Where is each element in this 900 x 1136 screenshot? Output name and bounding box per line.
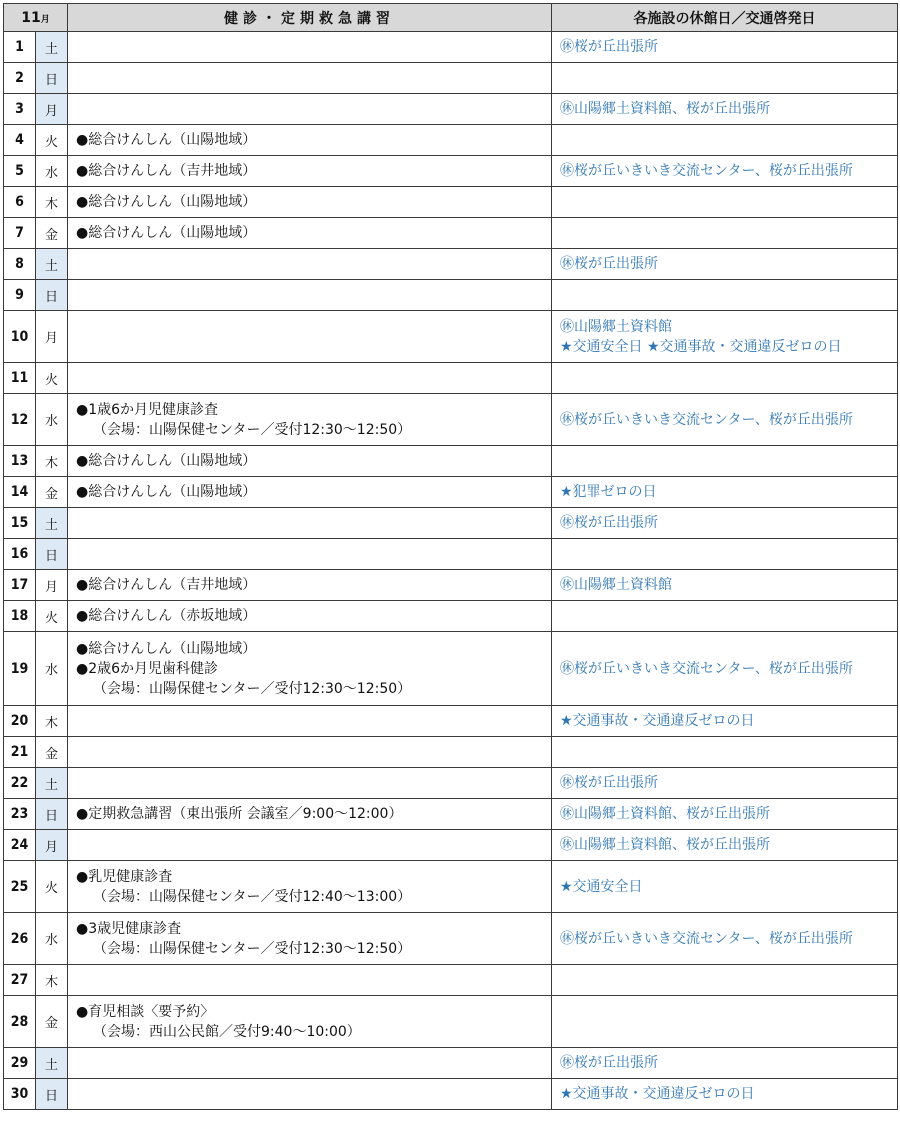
- event-item: ●2歳6か月児歯科健診: [76, 660, 219, 677]
- day-number: 27: [4, 965, 36, 996]
- day-number: 30: [4, 1079, 36, 1110]
- facility-notice: ★交通安全日 ★交通事故・交通違反ゼロの日: [560, 338, 842, 355]
- event-item: ●総合けんしん（山陽地域）: [76, 194, 257, 210]
- weekday-label: 土: [36, 508, 68, 539]
- events-cell: [68, 570, 552, 601]
- facility-notice: ★交通事故・交通違反ゼロの日: [560, 713, 755, 729]
- day-number: 10: [4, 311, 36, 363]
- events-column-header: [68, 4, 552, 32]
- calendar-row: [4, 539, 898, 570]
- event-venue-detail: （会場：山陽保健センター／受付12:30～12:50）: [93, 680, 412, 697]
- facility-notice-cell: [552, 570, 898, 601]
- weekday-label: 月: [36, 311, 68, 363]
- calendar-row: [4, 280, 898, 311]
- day-number: 5: [4, 156, 36, 187]
- facility-notice-cell: [552, 913, 898, 965]
- weekday-label: 火: [36, 861, 68, 913]
- weekday-label: 木: [36, 446, 68, 477]
- events-cell: [68, 446, 552, 477]
- event-item: ●総合けんしん（山陽地域）: [76, 225, 257, 241]
- calendar-row: [4, 446, 898, 477]
- facility-notice-cell: [552, 280, 898, 311]
- event-item: ●総合けんしん（赤坂地域）: [76, 608, 257, 624]
- calendar-row: [4, 394, 898, 446]
- weekday-label: 日: [36, 280, 68, 311]
- events-cell: [68, 156, 552, 187]
- weekday-label: 金: [36, 218, 68, 249]
- events-cell: [68, 477, 552, 508]
- event-item: ●定期救急講習（東出張所 会議室／9:00～12:00）: [76, 806, 403, 822]
- events-cell: [68, 218, 552, 249]
- facility-notice-cell: [552, 601, 898, 632]
- facility-notice-cell: [552, 965, 898, 996]
- events-cell: [68, 63, 552, 94]
- day-number: 24: [4, 830, 36, 861]
- events-cell: [68, 965, 552, 996]
- calendar-row: [4, 311, 898, 363]
- day-number: 9: [4, 280, 36, 311]
- calendar-row: [4, 508, 898, 539]
- calendar-row: [4, 570, 898, 601]
- day-number: 28: [4, 996, 36, 1048]
- weekday-label: 火: [36, 125, 68, 156]
- events-cell: [68, 280, 552, 311]
- facility-notice: ㊡桜が丘いきいき交流センター、桜が丘出張所: [560, 411, 853, 428]
- events-cell: [68, 861, 552, 913]
- events-cell: [68, 768, 552, 799]
- event-item: ●総合けんしん（吉井地域）: [76, 163, 257, 179]
- event-item: ●総合けんしん（山陽地域）: [76, 640, 257, 657]
- facility-notice: ★犯罪ゼロの日: [560, 484, 657, 500]
- events-cell: [68, 249, 552, 280]
- weekday-label: 日: [36, 1079, 68, 1110]
- event-item: ●1歳6か月児健康診査: [76, 401, 219, 418]
- day-number: 23: [4, 799, 36, 830]
- calendar-row: [4, 830, 898, 861]
- events-cell: [68, 1079, 552, 1110]
- weekday-label: 土: [36, 768, 68, 799]
- facility-notice-cell: [552, 1079, 898, 1110]
- calendar-row: [4, 477, 898, 508]
- calendar-row: [4, 965, 898, 996]
- day-number: 18: [4, 601, 36, 632]
- calendar-row: [4, 601, 898, 632]
- event-item: ●総合けんしん（山陽地域）: [76, 453, 257, 469]
- facility-notice-cell: [552, 218, 898, 249]
- month-unit: 月: [40, 14, 50, 25]
- weekday-label: 火: [36, 601, 68, 632]
- day-number: 6: [4, 187, 36, 218]
- facility-notice-cell: [552, 32, 898, 63]
- day-number: 29: [4, 1048, 36, 1079]
- day-number: 25: [4, 861, 36, 913]
- facility-notice: ㊡山陽郷土資料館、桜が丘出張所: [560, 837, 770, 853]
- events-cell: [68, 125, 552, 156]
- event-venue-detail: （会場：山陽保健センター／受付12:30～12:50）: [93, 421, 412, 438]
- day-number: 7: [4, 218, 36, 249]
- facility-notice: ㊡桜が丘いきいき交流センター、桜が丘出張所: [560, 660, 853, 677]
- day-number: 14: [4, 477, 36, 508]
- facility-notice-cell: [552, 394, 898, 446]
- day-number: 13: [4, 446, 36, 477]
- events-column-title: 健診・定期救急講習: [224, 10, 395, 27]
- day-number: 2: [4, 63, 36, 94]
- facility-notice: ㊡桜が丘いきいき交流センター、桜が丘出張所: [560, 930, 853, 947]
- event-item: ●乳児健康診査: [76, 868, 173, 885]
- day-number: 26: [4, 913, 36, 965]
- facility-notice-cell: [552, 996, 898, 1048]
- day-number: 16: [4, 539, 36, 570]
- events-cell: [68, 632, 552, 706]
- weekday-label: 木: [36, 706, 68, 737]
- facility-notice-cell: [552, 830, 898, 861]
- weekday-label: 水: [36, 632, 68, 706]
- weekday-label: 日: [36, 799, 68, 830]
- weekday-label: 水: [36, 394, 68, 446]
- calendar-row: [4, 94, 898, 125]
- facility-notice: ㊡山陽郷土資料館: [560, 318, 672, 335]
- calendar-row: [4, 737, 898, 768]
- facility-notice-cell: [552, 125, 898, 156]
- facility-notice-cell: [552, 1048, 898, 1079]
- day-number: 15: [4, 508, 36, 539]
- facility-notice: ㊡山陽郷土資料館、桜が丘出張所: [560, 806, 770, 822]
- weekday-label: 月: [36, 570, 68, 601]
- weekday-label: 土: [36, 1048, 68, 1079]
- events-cell: [68, 187, 552, 218]
- facility-notice-cell: [552, 861, 898, 913]
- weekday-label: 木: [36, 965, 68, 996]
- events-cell: [68, 363, 552, 394]
- day-number: 17: [4, 570, 36, 601]
- events-cell: [68, 1048, 552, 1079]
- facility-notice: ㊡山陽郷土資料館: [560, 577, 672, 593]
- facility-notice-cell: [552, 632, 898, 706]
- weekday-label: 金: [36, 996, 68, 1048]
- event-venue-detail: （会場：山陽保健センター／受付12:40～13:00）: [93, 888, 412, 905]
- facility-notice: ㊡桜が丘出張所: [560, 39, 658, 55]
- facilities-column-header: [552, 4, 898, 32]
- event-venue-detail: （会場：西山公民館／受付9:40～10:00）: [93, 1023, 361, 1040]
- calendar-row: [4, 125, 898, 156]
- calendar-row: [4, 249, 898, 280]
- day-number: 20: [4, 706, 36, 737]
- facility-notice-cell: [552, 539, 898, 570]
- day-number: 22: [4, 768, 36, 799]
- weekday-label: 水: [36, 913, 68, 965]
- month-header: [4, 4, 68, 32]
- header-row: [4, 4, 898, 32]
- events-cell: [68, 830, 552, 861]
- calendar-row: [4, 363, 898, 394]
- day-number: 3: [4, 94, 36, 125]
- weekday-label: 金: [36, 737, 68, 768]
- month-number: 11: [21, 9, 41, 26]
- calendar-row: [4, 156, 898, 187]
- weekday-label: 土: [36, 249, 68, 280]
- weekday-label: 金: [36, 477, 68, 508]
- weekday-label: 月: [36, 94, 68, 125]
- facility-notice-cell: [552, 249, 898, 280]
- weekday-label: 水: [36, 156, 68, 187]
- facility-notice-cell: [552, 311, 898, 363]
- calendar-row: [4, 32, 898, 63]
- calendar-body: [4, 32, 898, 1110]
- facility-notice-cell: [552, 446, 898, 477]
- facility-notice-cell: [552, 156, 898, 187]
- event-item: ●3歳児健康診査: [76, 920, 182, 937]
- facility-notice-cell: [552, 508, 898, 539]
- calendar-row: [4, 63, 898, 94]
- event-item: ●育児相談〈要予約〉: [76, 1003, 215, 1020]
- day-number: 1: [4, 32, 36, 63]
- events-cell: [68, 394, 552, 446]
- weekday-label: 火: [36, 363, 68, 394]
- day-number: 19: [4, 632, 36, 706]
- calendar-row: [4, 1048, 898, 1079]
- calendar-row: [4, 861, 898, 913]
- calendar-row: [4, 187, 898, 218]
- day-number: 8: [4, 249, 36, 280]
- weekday-label: 日: [36, 539, 68, 570]
- november-calendar-table: [3, 3, 898, 1110]
- facility-notice: ★交通安全日: [560, 878, 643, 895]
- events-cell: [68, 706, 552, 737]
- calendar-row: [4, 913, 898, 965]
- event-venue-detail: （会場：山陽保健センター／受付12:30～12:50）: [93, 940, 412, 957]
- events-cell: [68, 996, 552, 1048]
- event-item: ●総合けんしん（山陽地域）: [76, 484, 257, 500]
- day-number: 11: [4, 363, 36, 394]
- facility-notice-cell: [552, 63, 898, 94]
- events-cell: [68, 799, 552, 830]
- calendar-row: [4, 632, 898, 706]
- calendar-row: [4, 996, 898, 1048]
- facilities-column-title: 各施設の休館日／交通啓発日: [633, 10, 816, 27]
- facility-notice-cell: [552, 187, 898, 218]
- calendar-row: [4, 768, 898, 799]
- facility-notice: ㊡桜が丘出張所: [560, 256, 658, 272]
- events-cell: [68, 539, 552, 570]
- event-item: ●総合けんしん（吉井地域）: [76, 577, 257, 593]
- weekday-label: 日: [36, 63, 68, 94]
- facility-notice: ㊡桜が丘出張所: [560, 1055, 658, 1071]
- facility-notice-cell: [552, 737, 898, 768]
- facility-notice-cell: [552, 477, 898, 508]
- calendar-row: [4, 218, 898, 249]
- facility-notice-cell: [552, 768, 898, 799]
- event-item: ●総合けんしん（山陽地域）: [76, 132, 257, 148]
- day-number: 12: [4, 394, 36, 446]
- facility-notice-cell: [552, 799, 898, 830]
- facility-notice: ㊡桜が丘出張所: [560, 515, 658, 531]
- calendar-row: [4, 706, 898, 737]
- weekday-label: 月: [36, 830, 68, 861]
- facility-notice-cell: [552, 706, 898, 737]
- facility-notice: ★交通事故・交通違反ゼロの日: [560, 1086, 755, 1102]
- facility-notice-cell: [552, 363, 898, 394]
- day-number: 4: [4, 125, 36, 156]
- events-cell: [68, 311, 552, 363]
- calendar-row: [4, 799, 898, 830]
- events-cell: [68, 94, 552, 125]
- day-number: 21: [4, 737, 36, 768]
- facility-notice: ㊡山陽郷土資料館、桜が丘出張所: [560, 101, 770, 117]
- weekday-label: 土: [36, 32, 68, 63]
- events-cell: [68, 508, 552, 539]
- events-cell: [68, 601, 552, 632]
- facility-notice: ㊡桜が丘出張所: [560, 775, 658, 791]
- events-cell: [68, 32, 552, 63]
- facility-notice: ㊡桜が丘いきいき交流センター、桜が丘出張所: [560, 163, 853, 179]
- calendar-row: [4, 1079, 898, 1110]
- events-cell: [68, 737, 552, 768]
- facility-notice-cell: [552, 94, 898, 125]
- weekday-label: 木: [36, 187, 68, 218]
- events-cell: [68, 913, 552, 965]
